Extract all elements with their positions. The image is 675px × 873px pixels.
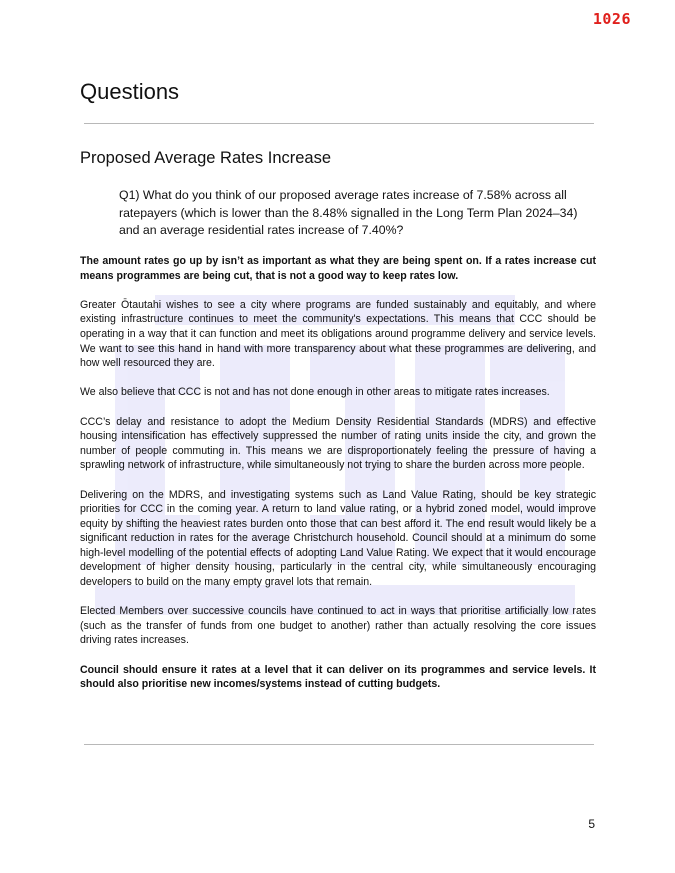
paragraph-6: Elected Members over successive councils have continued to act in ways that prioritise artificially low rates (such as the transfer of funds from one budget to another) rather than actually resolving the core issues driving rates increases. xyxy=(80,605,596,647)
response-text xyxy=(80,254,596,706)
document-id-stamp: 1026 xyxy=(592,10,631,28)
divider-top xyxy=(84,123,594,124)
paragraph-5: Delivering on the MDRS, and investigating systems such as Land Value Rating, should be key strategic priorities for CCC in the coming year. A return to land value rating, or a hybrid zoned model, would improve equity by shifting the heaviest rates burden onto those that can best afford it. The end result would likely be a significant reduction in rates for the average Christchurch household. Council should at a minimum do some high-level modelling of the potential effects of adopting Land Value Rating. We expect that it would encourage development of higher density housing, particularly in the central city, while simultaneously encouraging developers to build on the many empty gravel lots that remain. xyxy=(80,488,596,589)
page-number: 5 xyxy=(588,817,595,831)
paragraph-4: CCC’s delay and resistance to adopt the Medium Density Residential Standards (MDRS) and effective housing intensification has effectively suppressed the number of rating units inside the city, and grown the number of people commuting in. This means we are disproportionately feeling the pressure of having a sprawling network of infrastructure, while simultaneously not trying to share the burden across more people. xyxy=(80,415,596,472)
page-heading: Questions xyxy=(80,79,180,104)
paragraph-3: We also believe that CCC is not and has not done enough in other areas to mitigate rates increases. xyxy=(80,386,550,399)
divider-bottom xyxy=(84,744,594,745)
question-text: Q1) What do you think of our proposed average rates increase of 7.58% across all ratepayers (which is lower than the 8.48% signalled in the Long Term Plan 2024–34) and an average residential rates increase of 7.40%? xyxy=(119,188,578,237)
section-title: Proposed Average Rates Increase xyxy=(80,149,332,167)
paragraph-1: The amount rates go up by isn’t as important as what they are being spent on. If a rates increase cut means programmes are being cut, that is not a good way to keep rates low. xyxy=(80,255,596,282)
paragraph-2: Greater Ōtautahi wishes to see a city where programs are funded sustainably and equitably, and where existing infrastructure continues to meet the community's expectations. This means that CCC should be operating in a way that it can function and meet its obligations around programme delivery and service levels. We want to see this hand in hand with more transparency about what these programmes are delivering, and how well resourced they are. xyxy=(80,298,596,370)
paragraph-7: Council should ensure it rates at a level that it can deliver on its programmes and service levels. It should also prioritise new incomes/systems instead of cutting budgets. xyxy=(80,663,596,691)
